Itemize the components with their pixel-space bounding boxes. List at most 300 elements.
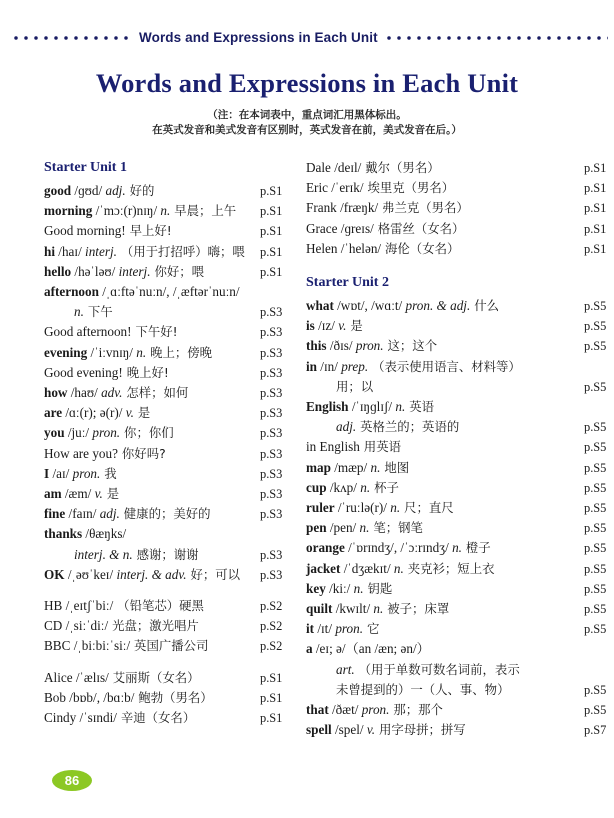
- vocabulary-entry: [44, 201, 290, 221]
- vocabulary-entry: [306, 700, 614, 720]
- vocabulary-entry: [44, 688, 290, 708]
- entry-part-of-speech: art.: [336, 661, 355, 677]
- entry-headword: am: [44, 486, 62, 502]
- vocabulary-entry: [306, 158, 614, 178]
- entry-gloss: 它: [363, 621, 380, 637]
- entry-text: [306, 417, 459, 437]
- entry-page-reference: p.S5: [584, 379, 607, 394]
- entry-gloss: 早上好!: [125, 223, 172, 239]
- entry-text: [306, 579, 392, 599]
- entry-gloss: 光盘；激光唱片: [108, 618, 199, 634]
- entry-text: [44, 322, 178, 342]
- note-line-2: 在英式发音和美式发音有区别时，英式发音在前，美式发音在后。）: [152, 125, 462, 136]
- entry-gloss: 弗兰克（男名）: [378, 200, 469, 216]
- entry-pronunciation: /ðɪs/: [326, 338, 353, 354]
- entry-gloss: 是: [133, 405, 151, 421]
- entry-gloss: 格雷丝（女名）: [373, 220, 465, 236]
- entry-pronunciation: /ˈɒrɪndʒ/, /ˈɔːrɪndʒ/: [344, 540, 449, 556]
- entry-gloss: 未曾提到的）一（人、事、物）: [336, 681, 510, 697]
- entry-gloss: 尺；直尺: [400, 500, 454, 516]
- entry-page-reference: p.S5: [584, 440, 607, 455]
- running-header-title: Words and Expressions in Each Unit: [139, 29, 378, 45]
- entry-pronunciation: /ˈerɪk/: [327, 180, 364, 196]
- vocabulary-entry: [306, 377, 614, 397]
- entry-gloss: 晚上好!: [122, 364, 169, 380]
- entry-pronunciation: /ˈsɪndi/: [76, 710, 117, 726]
- entry-page-reference: p.S3: [260, 446, 283, 461]
- entry-page-reference: p.S1: [260, 264, 283, 279]
- entry-headword: morning: [44, 203, 93, 219]
- entry-pronunciation: /bɒb/, /bɑːb/: [65, 689, 135, 705]
- vocabulary-entry: [306, 178, 614, 198]
- entry-pronunciation: /ɪn/: [317, 358, 338, 374]
- vocabulary-entry: [44, 423, 290, 443]
- entry-pronunciation: /ˌbiːbiːˈsiː/: [70, 638, 131, 654]
- entry-text: [306, 518, 423, 538]
- vocabulary-entry: [44, 403, 290, 423]
- vocabulary-entry: [306, 599, 614, 619]
- entry-pronunciation: /θæŋks/: [82, 526, 127, 542]
- entry-pronunciation: /ˈhelən/: [337, 240, 382, 256]
- entry-page-reference: p.S3: [260, 365, 283, 380]
- entry-gloss: 是: [102, 486, 120, 502]
- entry-page-reference: p.S5: [584, 622, 607, 637]
- entry-page-reference: p.S3: [260, 305, 283, 320]
- entry-gloss: 是: [346, 318, 363, 334]
- entry-text: [306, 660, 520, 680]
- vocabulary-entry: [306, 437, 614, 457]
- entry-headword: quilt: [306, 601, 333, 617]
- vocabulary-entry: [44, 444, 290, 464]
- entry-gloss: （用于单数可数名词前，表示: [354, 661, 520, 677]
- entry-page-reference: p.S1: [584, 181, 607, 196]
- entry-headword: what: [306, 298, 334, 314]
- entry-page-reference: p.S1: [584, 161, 607, 175]
- entry-headword: spell: [306, 722, 332, 738]
- entry-text: [306, 720, 466, 740]
- vocabulary-columns: [0, 158, 614, 740]
- entry-headword: is: [306, 318, 315, 334]
- vocabulary-entry: [44, 363, 290, 383]
- entry-text: [306, 397, 434, 417]
- entry-text: [44, 708, 195, 728]
- entry-part-of-speech: n.: [386, 500, 401, 516]
- entry-page-reference: p.S5: [584, 460, 607, 475]
- note-block: [0, 108, 614, 138]
- entry-headword: Grace: [306, 220, 338, 236]
- entry-pronunciation: /eɪ; ə/（an /æn; ən/）: [312, 641, 430, 657]
- entry-pronunciation: /ˌeɪtʃˈbiː/: [62, 598, 114, 614]
- entry-headword: key: [306, 580, 326, 596]
- vocabulary-entry: [44, 668, 290, 688]
- entry-pronunciation: /haʊ/: [67, 385, 98, 401]
- vocabulary-entry: [44, 464, 290, 484]
- entry-gloss: 那；那个: [389, 702, 443, 718]
- vocabulary-entry: [44, 636, 290, 656]
- entry-text: [44, 181, 154, 201]
- entry-gloss: 好的: [125, 183, 155, 198]
- entry-part-of-speech: pron.: [332, 621, 364, 637]
- entry-page-reference: p.S2: [260, 619, 283, 634]
- entry-pronunciation: /spel/: [331, 722, 364, 738]
- entry-headword: Good evening!: [44, 364, 123, 380]
- entry-pronunciation: /ɡreɪs/: [337, 220, 374, 236]
- entry-headword: Dale: [306, 160, 331, 175]
- vocabulary-entry: [44, 616, 290, 636]
- vocabulary-entry: [306, 498, 614, 518]
- dotted-rule-right-icon: [387, 36, 608, 40]
- entry-page-reference: p.S5: [584, 703, 607, 718]
- entry-gloss: 下午: [83, 304, 113, 320]
- entry-page-reference: p.S3: [260, 466, 283, 481]
- entry-text: [44, 484, 119, 504]
- vocabulary-entry: [306, 336, 614, 356]
- entry-part-of-speech: interj.: [115, 263, 151, 279]
- entry-pronunciation: /wɒt/, /wɑːt/: [333, 298, 403, 314]
- entry-part-of-speech: n.: [157, 203, 171, 219]
- entry-page-reference: p.S3: [260, 426, 283, 441]
- entry-text: [306, 198, 469, 218]
- entry-headword: HB: [44, 598, 63, 614]
- entry-text: [44, 221, 172, 241]
- entry-pronunciation: /ˈiːvnɪŋ/: [87, 344, 133, 360]
- entry-headword: Frank: [306, 200, 337, 216]
- entry-text: [306, 316, 363, 336]
- vocabulary-entry: [306, 296, 614, 316]
- entry-headword: BBC: [44, 638, 71, 654]
- right-column-top-entries: [306, 158, 614, 259]
- entry-gloss: 橙子: [461, 540, 491, 556]
- entry-pronunciation: /ˈɪŋɡlɪʃ/: [348, 399, 393, 415]
- entry-page-reference: p.S3: [260, 345, 283, 360]
- entry-headword: Good morning!: [44, 223, 126, 239]
- entry-gloss: 晚上；傍晚: [146, 344, 213, 360]
- entry-text: [44, 616, 199, 636]
- vocabulary-entry: [306, 458, 614, 478]
- entry-pronunciation: /mæp/: [330, 459, 368, 475]
- entry-part-of-speech: n.: [392, 399, 406, 415]
- entry-gloss: 夹克衫；短上衣: [403, 560, 495, 576]
- entry-part-of-speech: pron.: [69, 465, 101, 481]
- vocabulary-entry: [44, 181, 290, 201]
- entry-page-reference: p.S1: [260, 204, 283, 219]
- entry-gloss: 这；这个: [383, 338, 438, 354]
- page-number-badge: 86: [52, 770, 92, 791]
- entry-pronunciation: /æm/: [61, 486, 92, 502]
- entry-headword: in English: [306, 439, 360, 455]
- entry-text: [44, 302, 113, 322]
- entry-page-reference: p.S3: [260, 386, 283, 401]
- entry-page-reference: p.S5: [584, 319, 607, 334]
- entry-part-of-speech: interj.: [81, 243, 117, 259]
- entry-headword: Bob: [44, 689, 66, 705]
- entry-text: [44, 524, 126, 544]
- unit-heading-starter-unit-1: Starter Unit 1: [44, 160, 127, 175]
- entry-page-reference: p.S1: [260, 711, 283, 726]
- entry-gloss: 鲍勃（男名）: [134, 689, 213, 705]
- entry-gloss: 戴尔（男名）: [361, 160, 440, 175]
- entry-text: [306, 538, 491, 558]
- entry-page-reference: p.S5: [584, 299, 607, 314]
- entry-gloss: 感谢；谢谢: [132, 546, 199, 562]
- entry-text: [306, 478, 399, 498]
- vocabulary-entry: [44, 242, 290, 262]
- entry-part-of-speech: n.: [356, 479, 371, 495]
- entry-page-reference: p.S3: [260, 325, 283, 340]
- entry-part-of-speech: pron.: [358, 702, 390, 718]
- entry-headword: Good afternoon!: [44, 324, 132, 340]
- entry-headword: English: [306, 399, 349, 415]
- entry-headword: how: [44, 385, 68, 401]
- entry-headword: it: [306, 621, 315, 637]
- entry-gloss: 笔；钢笔: [369, 520, 423, 536]
- entry-part-of-speech: v.: [122, 405, 134, 421]
- entry-text: [306, 498, 454, 518]
- entry-gloss: 埃里克（男名）: [363, 180, 455, 196]
- entry-part-of-speech: v.: [363, 722, 375, 738]
- entry-part-of-speech: interj. & n.: [74, 546, 133, 562]
- entry-gloss: 怎样；如何: [122, 385, 189, 401]
- vocabulary-entry: [306, 518, 614, 538]
- entry-page-reference: p.S5: [584, 521, 607, 536]
- entry-pronunciation: /ˌsiːˈdiː/: [62, 618, 109, 634]
- entry-text: [306, 357, 521, 377]
- entry-pronunciation: /ðæt/: [328, 702, 359, 718]
- entry-part-of-speech: n.: [370, 601, 384, 617]
- entry-pronunciation: /deɪl/: [330, 160, 362, 175]
- entry-pronunciation: /juː/: [64, 425, 90, 441]
- entry-part-of-speech: v.: [91, 486, 103, 502]
- entry-part-of-speech: n.: [350, 580, 364, 596]
- entry-part-of-speech: n.: [356, 520, 370, 536]
- vocabulary-entry: [44, 484, 290, 504]
- entry-part-of-speech: adj.: [96, 506, 120, 522]
- vocabulary-entry: [44, 708, 290, 728]
- vocabulary-entry: [306, 680, 614, 700]
- entry-headword: CD: [44, 618, 63, 634]
- entry-headword: ruler: [306, 500, 335, 516]
- entry-gloss: 用字母拼；拼写: [375, 722, 466, 738]
- unit-heading-starter-unit-2: Starter Unit 2: [306, 275, 389, 291]
- entry-headword: pen: [306, 520, 327, 536]
- entry-text: [306, 619, 379, 639]
- right-column-entries: [306, 296, 614, 740]
- entry-gloss: 辛迪（女名）: [116, 710, 196, 726]
- entry-page-reference: p.S5: [584, 581, 607, 596]
- entry-headword: cup: [306, 479, 327, 495]
- vocabulary-entry: [44, 322, 290, 342]
- entry-gloss: 艾丽斯（女名）: [108, 669, 200, 685]
- vocabulary-entry: [306, 639, 614, 659]
- entry-part-of-speech: adj.: [102, 183, 126, 198]
- entry-part-of-speech: pron. & adj.: [402, 298, 471, 314]
- entry-text: [44, 464, 117, 484]
- vocabulary-entry: [306, 239, 614, 259]
- entry-gloss: 什么: [470, 298, 499, 314]
- entry-gloss: 用；以: [336, 378, 374, 394]
- vocabulary-entry: [306, 538, 614, 558]
- entry-text: [306, 336, 437, 356]
- entry-pronunciation: /ˈruːlə(r)/: [334, 500, 387, 516]
- entry-pronunciation: /kiː/: [325, 580, 351, 596]
- entry-headword: I: [44, 465, 50, 481]
- entry-text: [306, 639, 430, 659]
- entry-headword: fine: [44, 506, 66, 522]
- entry-headword: a: [306, 641, 313, 657]
- entry-headword: OK: [44, 566, 65, 582]
- entry-page-reference: p.S3: [260, 547, 283, 562]
- entry-headword: that: [306, 702, 329, 718]
- entry-text: [44, 201, 236, 221]
- running-header: [0, 26, 614, 48]
- entry-headword: How are you?: [44, 445, 118, 461]
- entry-text: [306, 559, 494, 579]
- entry-text: [306, 158, 440, 178]
- entry-gloss: 下午好!: [131, 324, 178, 340]
- entry-page-reference: p.S5: [584, 602, 607, 617]
- entry-headword: in: [306, 358, 317, 374]
- vocabulary-entry: [44, 524, 290, 544]
- entry-part-of-speech: v.: [334, 318, 347, 334]
- entry-part-of-speech: n.: [390, 560, 404, 576]
- entry-part-of-speech: n.: [367, 459, 381, 475]
- entry-pronunciation: /ɪt/: [314, 621, 333, 637]
- entry-gloss: 用英语: [359, 439, 401, 455]
- entry-text: [44, 242, 245, 262]
- entry-headword: you: [44, 425, 65, 441]
- entry-text: [44, 363, 169, 383]
- entry-page-reference: p.S5: [584, 541, 607, 556]
- vocabulary-entry: [306, 316, 614, 336]
- entry-headword: hi: [44, 243, 55, 259]
- entry-page-reference: p.S1: [260, 670, 283, 685]
- entry-page-reference: p.S1: [584, 221, 607, 236]
- entry-headword: afternoon: [44, 284, 99, 300]
- entry-gloss: 英国广播公司: [130, 638, 209, 654]
- dotted-rule-left-icon: [14, 36, 130, 40]
- entry-headword: good: [44, 183, 72, 198]
- entry-text: [306, 377, 373, 397]
- entry-gloss: 英语: [405, 399, 434, 415]
- vocabulary-entry: [306, 720, 614, 740]
- entry-page-reference: p.S5: [584, 339, 607, 354]
- entry-text: [306, 599, 449, 619]
- entry-part-of-speech: prep.: [337, 358, 369, 374]
- entry-text: [44, 262, 204, 282]
- entry-text: [44, 343, 212, 363]
- entry-page-reference: p.S3: [260, 487, 283, 502]
- entry-pronunciation: /ˈdʒækɪt/: [340, 560, 391, 576]
- entry-text: [44, 596, 204, 616]
- entry-pronunciation: /aɪ/: [49, 465, 70, 481]
- entry-part-of-speech: adv.: [97, 385, 123, 401]
- entry-headword: this: [306, 338, 327, 354]
- vocabulary-entry: [44, 565, 290, 585]
- right-column: [290, 158, 614, 740]
- entry-page-reference: p.S5: [584, 480, 607, 495]
- entry-part-of-speech: n.: [448, 540, 462, 556]
- entry-page-reference: p.S1: [260, 224, 283, 239]
- vocabulary-entry: [44, 302, 290, 322]
- entry-pronunciation: /fræŋk/: [336, 200, 379, 216]
- entry-headword: jacket: [306, 560, 341, 576]
- vocabulary-entry: [306, 219, 614, 239]
- entry-text: [306, 178, 454, 198]
- entry-page-reference: p.S2: [260, 599, 283, 614]
- entry-text: [44, 636, 208, 656]
- vocabulary-entry: [44, 221, 290, 241]
- page-title: Words and Expressions in Each Unit: [95, 68, 519, 98]
- entry-text: [306, 680, 509, 700]
- vocabulary-entry: [44, 343, 290, 363]
- entry-headword: orange: [306, 540, 345, 556]
- vocabulary-entry: [44, 282, 290, 302]
- entry-page-reference: p.S5: [584, 501, 607, 516]
- entry-text: [44, 423, 174, 443]
- entry-gloss: 我: [100, 465, 117, 481]
- entry-text: [44, 282, 240, 302]
- entry-text: [44, 504, 211, 524]
- entry-text: [306, 296, 499, 316]
- entry-page-reference: p.S1: [260, 244, 283, 259]
- entry-page-reference: p.S3: [260, 507, 283, 522]
- entry-page-reference: p.S1: [584, 201, 607, 216]
- entry-pronunciation: /ɑː(r); ə(r)/: [62, 405, 123, 421]
- entry-page-reference: p.S5: [584, 420, 607, 435]
- vocabulary-entry: [306, 198, 614, 218]
- entry-page-reference: p.S1: [260, 184, 283, 198]
- entry-text: [44, 688, 213, 708]
- entry-text: [306, 219, 464, 239]
- entry-gloss: 你好；喂: [150, 263, 205, 279]
- entry-gloss: 你；你们: [120, 425, 174, 441]
- entry-part-of-speech: pron.: [89, 425, 121, 441]
- entry-page-reference: p.S1: [260, 690, 283, 705]
- entry-gloss: （用于打招呼）嗨；喂: [116, 243, 245, 259]
- vocabulary-entry: [44, 262, 290, 282]
- entry-text: [44, 444, 166, 464]
- entry-headword: evening: [44, 344, 88, 360]
- entry-gloss: 好；可以: [186, 566, 241, 582]
- entry-headword: Eric: [306, 180, 328, 196]
- entry-text: [306, 458, 409, 478]
- entry-part-of-speech: n.: [74, 304, 84, 320]
- entry-gloss: （铅笔芯）硬黑: [113, 598, 204, 614]
- entry-headword: Cindy: [44, 710, 77, 726]
- entry-pronunciation: /ˈmɔː(r)nɪŋ/: [92, 203, 158, 219]
- entry-gloss: 钥匙: [363, 580, 393, 596]
- entry-part-of-speech: adj.: [336, 419, 357, 435]
- entry-text: [306, 437, 401, 457]
- left-column-entries: [44, 181, 290, 728]
- vocabulary-entry: [306, 660, 614, 680]
- entry-page-reference: p.S5: [584, 561, 607, 576]
- entry-page-reference: p.S1: [584, 241, 607, 256]
- entry-pronunciation: /həˈləʊ/: [71, 263, 116, 279]
- entry-gloss: 早晨；上午: [170, 203, 237, 219]
- entry-headword: thanks: [44, 526, 83, 542]
- entry-headword: map: [306, 459, 331, 475]
- entry-page-reference: p.S2: [260, 639, 283, 654]
- entry-text: [44, 383, 188, 403]
- entry-text: [44, 403, 150, 423]
- entry-pronunciation: /ɪz/: [314, 318, 335, 334]
- vocabulary-entry: [306, 559, 614, 579]
- vocabulary-entry: [306, 417, 614, 437]
- entry-pronunciation: /ˌəʊˈkeɪ/: [64, 566, 114, 582]
- entry-pronunciation: /kʌp/: [326, 479, 357, 495]
- entry-pronunciation: /kwɪlt/: [332, 601, 371, 617]
